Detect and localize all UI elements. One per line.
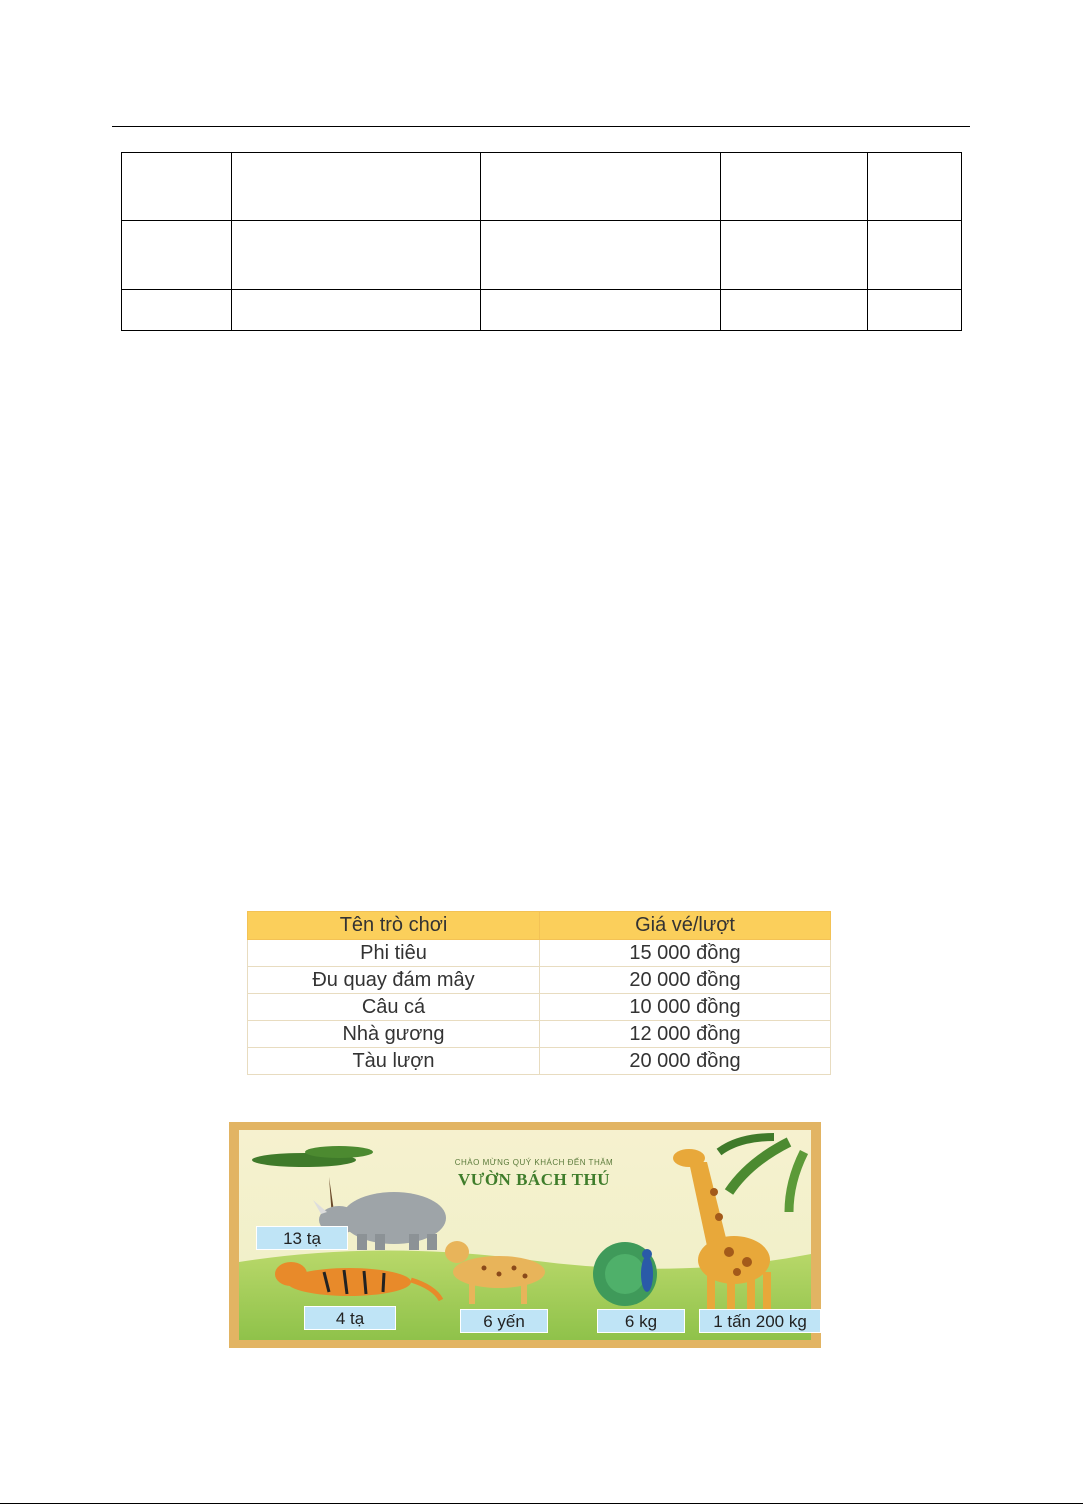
ticket-price-table xyxy=(247,911,831,1075)
peacock-weight-label: 6 kg xyxy=(597,1309,685,1333)
table-row xyxy=(248,940,831,967)
footer-rule xyxy=(0,1503,1083,1504)
table-cell xyxy=(721,290,868,331)
table-cell xyxy=(481,290,721,331)
table-row xyxy=(248,967,831,994)
table-cell xyxy=(721,221,868,290)
game-name: Đu quay đám mây xyxy=(248,967,540,994)
leopard-weight-label: 6 yến xyxy=(460,1309,548,1333)
ticket-price: 10 000 đồng xyxy=(540,994,831,1021)
table-cell xyxy=(232,221,481,290)
table-cell xyxy=(232,153,481,221)
table-cell xyxy=(481,153,721,221)
table-cell xyxy=(481,221,721,290)
table-row xyxy=(248,994,831,1021)
game-name: Nhà gương xyxy=(248,1021,540,1048)
game-name: Tàu lượn xyxy=(248,1048,540,1075)
empty-table xyxy=(121,152,962,331)
table-cell xyxy=(122,153,232,221)
ticket-price: 20 000 đồng xyxy=(540,1048,831,1075)
header-game-name: Tên trò chơi xyxy=(248,912,540,940)
table-cell xyxy=(721,153,868,221)
game-name: Phi tiêu xyxy=(248,940,540,967)
ticket-price: 12 000 đồng xyxy=(540,1021,831,1048)
table-cell xyxy=(122,221,232,290)
giraffe-weight-label: 1 tấn 200 kg xyxy=(699,1309,821,1333)
table-cell xyxy=(868,290,962,331)
ticket-price: 15 000 đồng xyxy=(540,940,831,967)
zoo-illustration xyxy=(229,1122,821,1348)
header-price: Giá vé/lượt xyxy=(540,912,831,940)
table-cell xyxy=(232,290,481,331)
table-cell xyxy=(122,290,232,331)
header-rule xyxy=(112,126,970,127)
table-row xyxy=(248,1021,831,1048)
zoo-title: VƯỜN BÁCH THÚ xyxy=(458,1170,610,1189)
zoo-welcome-text: CHÀO MỪNG QUÝ KHÁCH ĐẾN THĂM xyxy=(454,1158,614,1167)
game-name: Câu cá xyxy=(248,994,540,1021)
table-row xyxy=(248,1048,831,1075)
ticket-price: 20 000 đồng xyxy=(540,967,831,994)
tiger-weight-label: 4 tạ xyxy=(304,1306,396,1330)
table-cell xyxy=(868,221,962,290)
peacock-icon xyxy=(593,1242,657,1306)
table-cell xyxy=(868,153,962,221)
rhino-weight-label: 13 tạ xyxy=(256,1226,348,1250)
